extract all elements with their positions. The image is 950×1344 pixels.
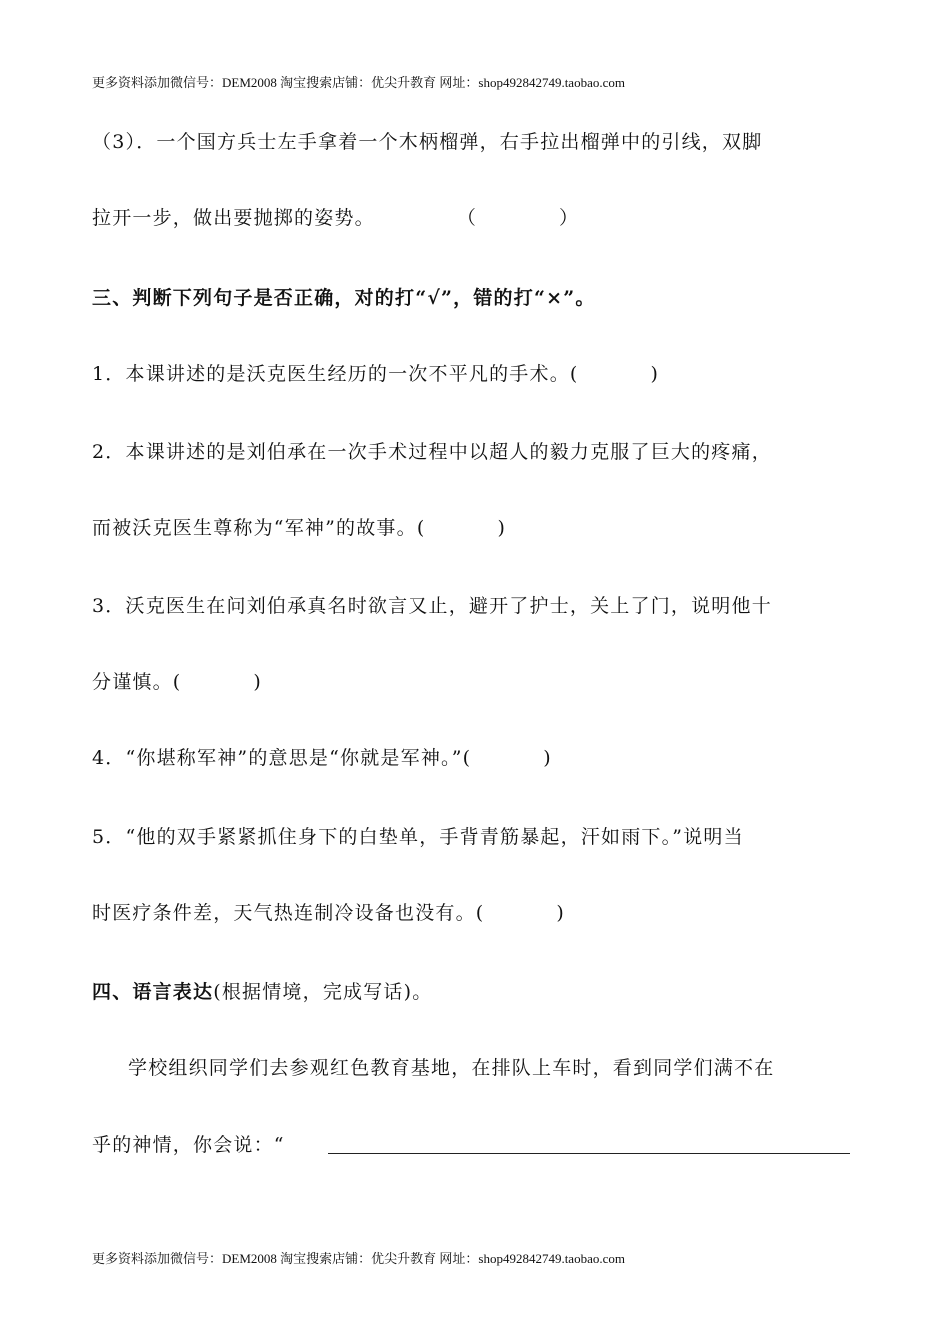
question-3-line1: 3．沃克医生在问刘伯承真名时欲言又止，避开了护士，关上了门，说明他十	[92, 595, 772, 617]
question-3-line2	[92, 670, 262, 694]
question-5-line1: 5．“他的双手紧紧抓住身下的白垫单，手背青筋暴起，汗如雨下。”说明当	[92, 826, 744, 848]
question-2-line1: 2．本课讲述的是刘伯承在一次手术过程中以超人的毅力克服了巨大的疼痛，	[92, 441, 772, 463]
question-1-text: 1．本课讲述的是沃克医生经历的一次不平凡的手术。(	[92, 363, 579, 385]
page-header: 更多资料添加微信号：DEM2008 淘宝搜索店铺：优尖升教育 网址：shop492842749.taobao.com	[92, 75, 625, 90]
section4-title	[92, 980, 432, 1004]
item3-close-paren: ）	[559, 207, 580, 229]
question-5-close: )	[556, 902, 566, 924]
item3-open-paren: （	[456, 207, 478, 229]
question-5-line2	[92, 901, 565, 925]
question-3-close: )	[253, 671, 263, 693]
question-4	[92, 746, 552, 770]
item3-line2-text: 拉开一步，做出要抛掷的姿势。	[92, 207, 375, 229]
section4-title-rest: (根据情境，完成写话)。	[213, 981, 433, 1003]
question-4-text: 4．“你堪称军神”的意思是“你就是军神。”(	[92, 747, 472, 769]
section4-title-bold: 四、语言表达	[92, 981, 214, 1003]
section3-title: 三、判断下列句子是否正确，对的打“√”，错的打“×”。	[92, 287, 596, 309]
question-1	[92, 362, 659, 386]
item3-line2	[92, 206, 579, 230]
item3-line1: （3）．一个国方兵士左手拿着一个木柄榴弹，右手拉出榴弹中的引线，双脚	[92, 131, 763, 153]
section4-paragraph-line2: 乎的神情，你会说：“	[92, 1134, 285, 1156]
question-1-close: )	[650, 363, 660, 385]
question-5-text: 时医疗条件差，天气热连制冷设备也没有。(	[92, 902, 485, 924]
question-2-line2	[92, 516, 506, 540]
question-2-close: )	[497, 517, 507, 539]
question-3-text: 分谨慎。(	[92, 671, 182, 693]
section4-paragraph-line1: 学校组织同学们去参观红色教育基地，在排队上车时，看到同学们满不在	[128, 1057, 775, 1079]
answer-blank-line[interactable]	[328, 1153, 850, 1154]
page-footer: 更多资料添加微信号：DEM2008 淘宝搜索店铺：优尖升教育 网址：shop492842749.taobao.com	[92, 1251, 625, 1266]
question-4-close: )	[543, 747, 552, 769]
question-2-text: 而被沃克医生尊称为“军神”的故事。(	[92, 517, 426, 539]
